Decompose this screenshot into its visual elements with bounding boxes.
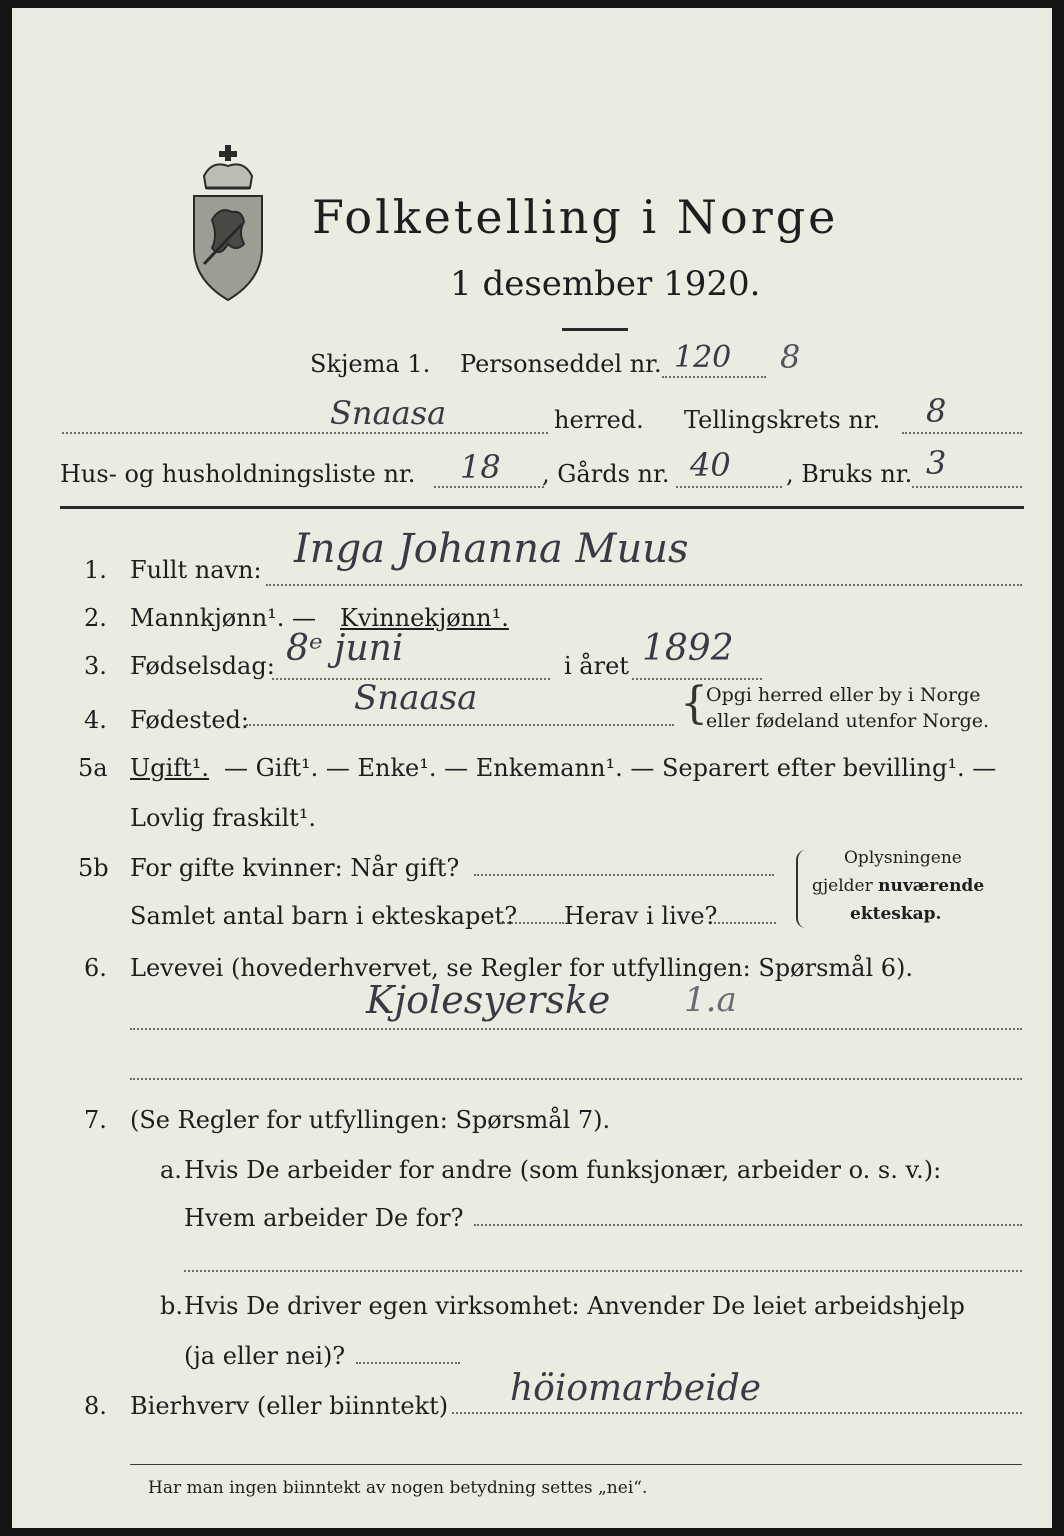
gards-label: , Gårds nr. xyxy=(542,460,670,488)
q3-number: 3. xyxy=(84,652,107,680)
full-name-value[interactable]: Inga Johanna Muus xyxy=(294,526,689,572)
birthplace-note-1: Opgi herred eller by i Norge xyxy=(706,684,981,706)
husholdningsliste-label: Hus- og husholdningsliste nr. xyxy=(60,460,416,488)
birth-year-value[interactable]: 1892 xyxy=(642,628,734,669)
herred-label: herred. xyxy=(554,406,644,434)
occupation-code: 1.a xyxy=(684,980,737,1020)
q6-number: 6. xyxy=(84,954,107,982)
q8-label: Bierhverv (eller biinntekt) xyxy=(130,1392,449,1420)
q7a-text: Hvis De arbeider for andre (som funksjonær, arbeider o. s. v.): xyxy=(184,1156,942,1184)
employer-line-1 xyxy=(474,1224,1022,1226)
q5b-married-label: For gifte kvinner: Når gift? xyxy=(130,854,460,882)
q7-number: 7. xyxy=(84,1106,107,1134)
hired-help-line xyxy=(356,1362,460,1364)
personseddel-value[interactable]: 120 xyxy=(674,340,732,375)
q5b-note-bracket xyxy=(796,850,808,928)
children-line xyxy=(500,922,564,924)
birthplace-value[interactable]: Snaasa xyxy=(354,678,478,718)
married-when-line xyxy=(474,874,774,876)
herred-value[interactable]: Snaasa xyxy=(330,394,447,432)
q5b-children-label: Samlet antal barn i ekteskapet? xyxy=(130,902,518,930)
herred-line xyxy=(62,432,548,434)
bruks-value[interactable]: 3 xyxy=(926,444,947,482)
tellingskrets-value[interactable]: 8 xyxy=(926,392,947,430)
unmarried-option-selected[interactable]: Ugift¹. xyxy=(130,754,210,782)
gards-line xyxy=(676,486,782,488)
q5b-note-3: ekteskap. xyxy=(850,904,942,924)
employer-line-2 xyxy=(184,1270,1022,1272)
q5b-number: 5b xyxy=(78,854,109,882)
q4-number: 4. xyxy=(84,706,107,734)
form-title: Folketelling i Norge xyxy=(312,190,839,244)
marital-options[interactable]: — Gift¹. — Enke¹. — Enkemann¹. — Separert efter bevilling¹. — xyxy=(224,754,997,782)
q1-label: Fullt navn: xyxy=(130,556,262,584)
occupation-line-1 xyxy=(130,1028,1022,1030)
q6-label: Levevei (hovederhvervet, se Regler for utfyllingen: Spørsmål 6). xyxy=(130,954,914,982)
census-form xyxy=(12,8,1052,1528)
q5b-note-2 xyxy=(812,876,984,896)
q2-number: 2. xyxy=(84,604,107,632)
schema-label: Skjema 1. xyxy=(310,350,431,378)
birthplace-note-2: eller fødeland utenfor Norge. xyxy=(706,710,990,732)
birthday-value[interactable]: 8ᵉ juni xyxy=(286,628,404,669)
footer-note: Har man ingen biinntekt av nogen betydning settes „nei“. xyxy=(148,1478,648,1498)
occupation-value[interactable]: Kjolesyerske xyxy=(366,978,611,1022)
q7b-text: Hvis De driver egen virksomhet: Anvender De leiet arbeidshjelp xyxy=(184,1292,965,1320)
q5a-number: 5a xyxy=(78,754,108,782)
birthplace-line xyxy=(246,724,674,726)
alive-line xyxy=(714,922,776,924)
bruks-label: , Bruks nr. xyxy=(786,460,913,488)
q5b-note-1: Oplysningene xyxy=(844,848,962,868)
divorced-option[interactable]: Lovlig fraskilt¹. xyxy=(130,804,317,832)
personseddel-extra: 8 xyxy=(780,338,801,376)
footer-rule xyxy=(130,1464,1022,1465)
personseddel-line xyxy=(662,376,766,378)
gards-value[interactable]: 40 xyxy=(690,446,731,484)
title-divider xyxy=(562,328,628,331)
q1-number: 1. xyxy=(84,556,107,584)
q5b-alive-label: Herav i live? xyxy=(564,902,718,930)
q7b-question: (ja eller nei)? xyxy=(184,1342,346,1370)
q8-number: 8. xyxy=(84,1392,107,1420)
q5b-note-2a: gjelder xyxy=(812,876,879,896)
q4-label: Fødested: xyxy=(130,706,249,734)
occupation-line-2 xyxy=(130,1078,1022,1080)
personseddel-label: Personseddel nr. xyxy=(460,350,662,378)
q5b-note-2b: nuværende xyxy=(878,876,985,896)
q7-label: (Se Regler for utfyllingen: Spørsmål 7). xyxy=(130,1106,611,1134)
female-option-selected[interactable]: Kvinnekjønn¹. xyxy=(340,604,509,632)
husholdningsliste-line xyxy=(434,486,544,488)
q3-label: Fødselsdag: xyxy=(130,652,275,680)
tellingskrets-line xyxy=(902,432,1022,434)
q1-line xyxy=(266,584,1022,586)
q7a-number: a. xyxy=(160,1156,182,1184)
tellingskrets-label: Tellingskrets nr. xyxy=(684,406,881,434)
q7b-number: b. xyxy=(160,1292,183,1320)
census-date: 1 desember 1920. xyxy=(450,264,761,304)
husholdningsliste-value[interactable]: 18 xyxy=(460,448,501,486)
q7a-question: Hvem arbeider De for? xyxy=(184,1204,464,1232)
coat-of-arms-icon xyxy=(182,140,274,306)
side-income-line xyxy=(452,1412,1022,1414)
birthplace-note-brace: { xyxy=(680,678,708,729)
male-option[interactable]: Mannkjønn¹. — xyxy=(130,604,317,632)
side-income-value[interactable]: höiomarbeide xyxy=(510,1368,762,1409)
header-rule xyxy=(60,506,1024,509)
birth-year-label: i året xyxy=(564,652,629,680)
bruks-line xyxy=(912,486,1022,488)
